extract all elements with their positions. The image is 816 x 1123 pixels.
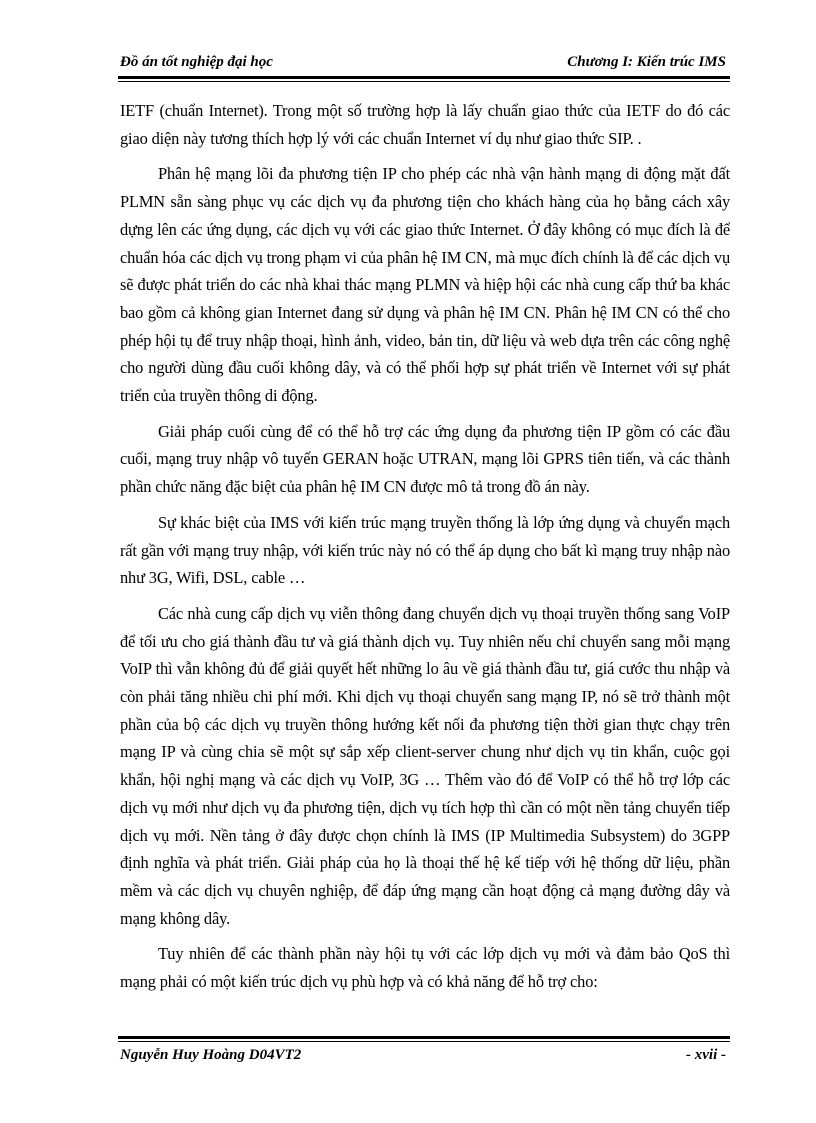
- paragraph-4: Sự khác biệt của IMS với kiến trúc mạng truyền thống là lớp ứng dụng và chuyển mạch rất gần với mạng truy nhập, với kiến trúc này nó có thể áp dụng cho bất kì mạng truy nhập nào như 3G, Wifi, DSL, cable …: [120, 512, 730, 588]
- paragraph-1: IETF (chuẩn Internet). Trong một số trường hợp là lấy chuẩn giao thức của IETF do đó các giao diện này tương thích hợp lý với các chuẩn Internet ví dụ như giao thức SIP. .: [120, 101, 730, 148]
- paragraph-2: Phân hệ mạng lõi đa phương tiện IP cho phép các nhà vận hành mạng di động mặt đất PLMN sẵn sàng phục vụ các dịch vụ đa phương tiện cho khách hàng của họ bằng cách xây dựng lên các ứng dụng, các dịch vụ với các giao thức Internet. Ở đây không có mục đích là để chuẩn hóa các dịch vụ trong phạm vi của phân hệ IM CN, mà mục đích chính là để các dịch vụ sẽ được phát triển do các nhà khai thác mạng PLMN và hiệp hội các nhà cung cấp thứ ba khác bao gồm cả không gian Internet đang sử dụng và phân hệ IM CN. Phân hệ IM CN có thể cho phép hội tụ để truy nhập thoại, hình ảnh, video, bản tin, dữ liệu và web dựa trên các công nghệ cho người dùng đầu cuối không dây, và có thể phối hợp sự phát triển về Internet với sự phát triển của truyền thông di động.: [120, 164, 730, 406]
- paragraph-6: Tuy nhiên để các thành phần này hội tụ với các lớp dịch vụ mới và đảm bảo QoS thì mạng phải có một kiến trúc dịch vụ phù hợp và có khả năng để hỗ trợ cho:: [120, 944, 730, 992]
- page-number: - xvii -: [686, 1047, 726, 1063]
- paragraph-3: Giải pháp cuối cùng để có thể hỗ trợ các ứng dụng đa phương tiện IP gồm có các đầu cuối, mạng truy nhập vô tuyến GERAN hoặc UTRAN, mạng lõi GPRS tiên tiến, và các thành phần chức năng đặc biệt của phân hệ IM CN được mô tả trong đồ án này.: [120, 421, 730, 497]
- page-header: [118, 52, 730, 74]
- header-divider: [118, 76, 730, 82]
- footer-author: Nguyễn Huy Hoàng D04VT2: [120, 1047, 302, 1063]
- header-document-title: Đồ án tốt nghiệp đại học: [120, 54, 273, 70]
- footer-divider: [118, 1036, 730, 1042]
- page-body: [120, 97, 730, 1004]
- page-footer: [118, 1045, 730, 1067]
- header-chapter-title: Chương I: Kiến trúc IMS: [567, 54, 726, 70]
- paragraph-5: Các nhà cung cấp dịch vụ viễn thông đang chuyển dịch vụ thoại truyền thống sang VoIP để tối ưu cho giá thành đầu tư và giá thành dịch vụ. Tuy nhiên nếu chỉ chuyển sang mỗi mạng VoIP thì vẫn không đủ để giải quyết hết những lo âu về giá thành đầu tư, giá cước thu nhập và còn phải tăng nhiều chi phí mới. Khi dịch vụ thoại chuyển sang mạng IP, nó sẽ trở thành một phần của bộ các dịch vụ truyền thông hướng kết nối đa phương tiện thời gian thực chạy trên mạng IP và cùng chia sẽ một sự sắp xếp client-server chung như dịch vụ tin khẩn, cuộc gọi khẩn, hội nghị mạng và các dịch vụ VoIP, 3G … Thêm vào đó để VoIP có thể hỗ trợ lớp các dịch vụ mới như dịch vụ đa phương tiện, dịch vụ tích hợp thì cần có một nền tảng chuyển tiếp dịch vụ mới. Nền tảng ở đây được chọn chính là IMS (IP Multimedia Subsystem) do 3GPP định nghĩa và phát triển. Giải pháp của họ là thoại thế hệ kế tiếp với hệ thống dữ liệu, phần mềm và các dịch vụ chuyên nghiệp, để đáp ứng mạng cần hoạt động cả mạng đường dây và mạng không dây.: [120, 603, 730, 928]
